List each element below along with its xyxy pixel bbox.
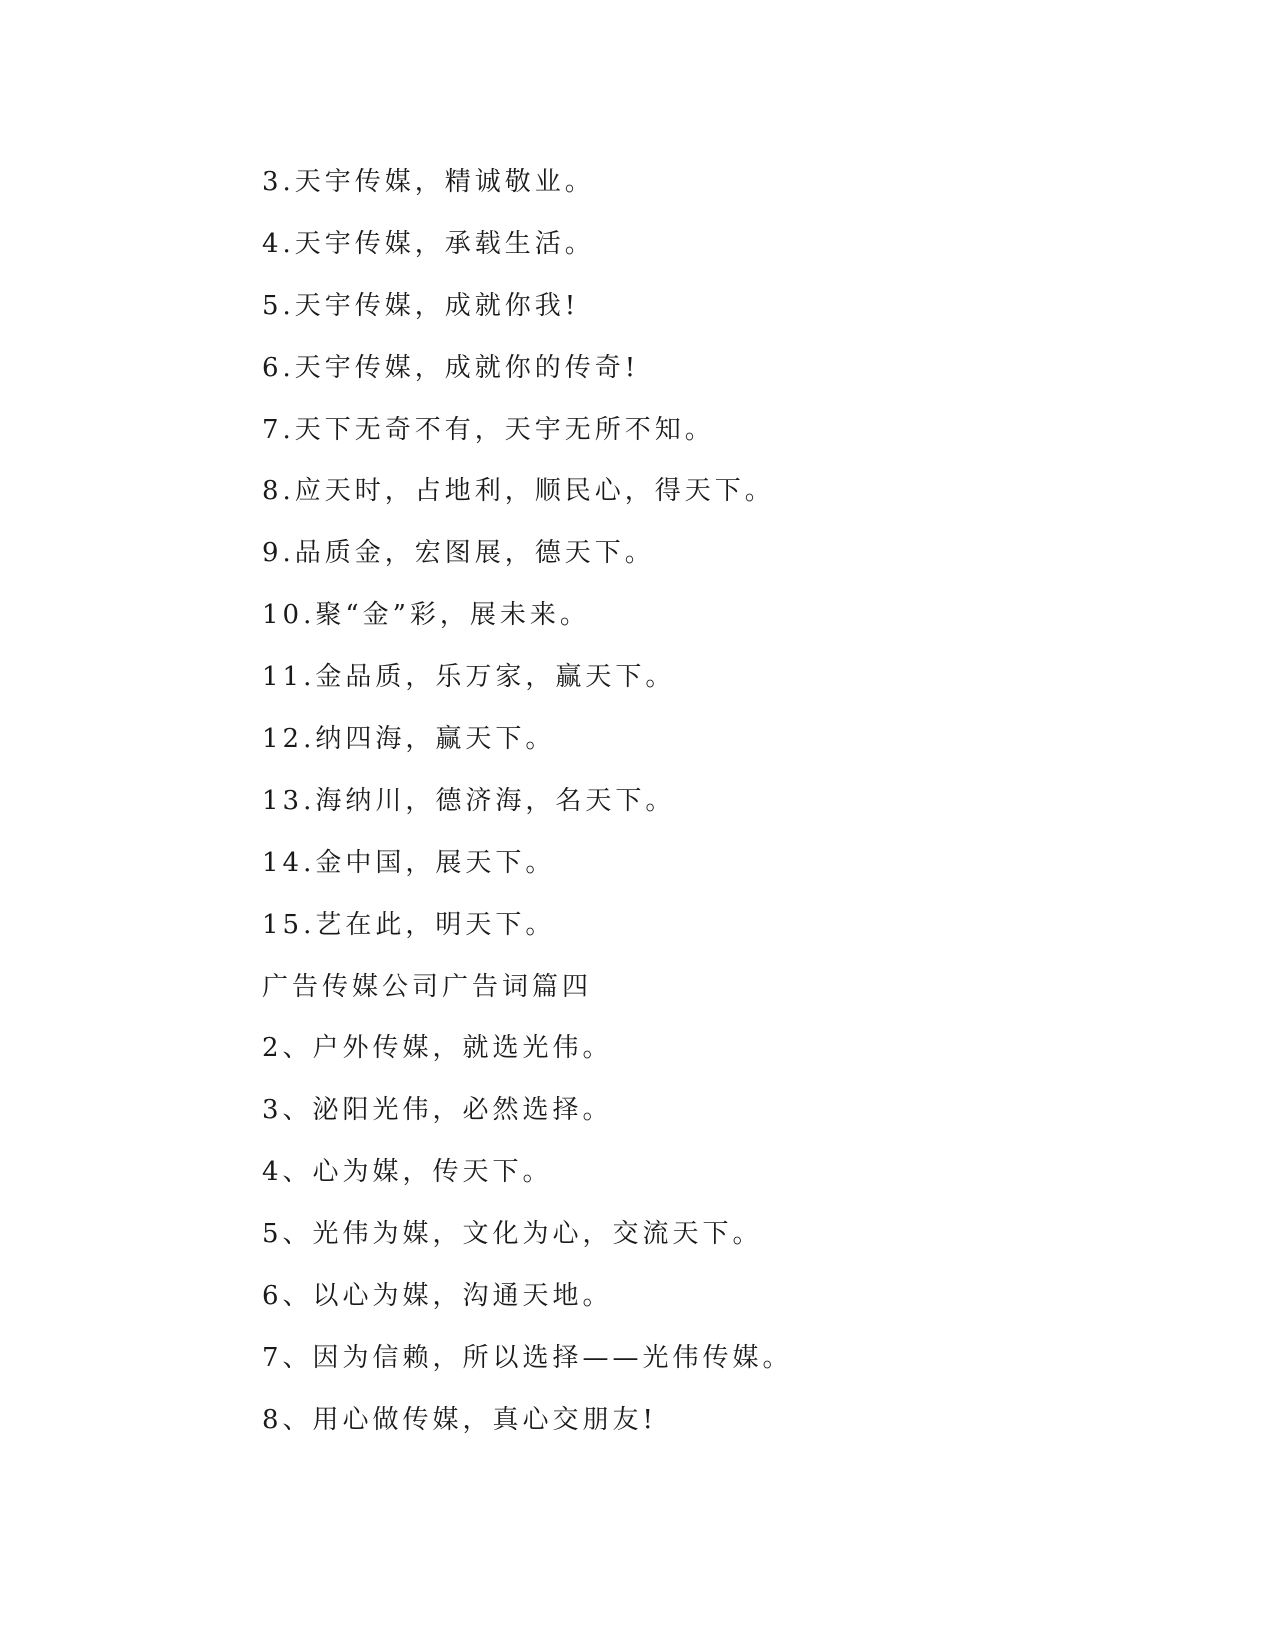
text-line: 15.艺在此，明天下。	[262, 909, 556, 940]
text-line: 3、泌阳光伟，必然选择。	[262, 1095, 613, 1126]
text-line: 8、用心做传媒，真心交朋友!	[262, 1404, 657, 1435]
document-body	[262, 166, 1162, 1466]
text-line: 10.聚“金”彩，展未来。	[262, 600, 590, 631]
text-line: 13.海纳川，德济海，名天下。	[262, 785, 676, 816]
text-line: 4.天宇传媒，承载生活。	[262, 228, 595, 259]
text-line: 9.品质金，宏图展，德天下。	[262, 538, 655, 569]
text-line: 5.天宇传媒，成就你我!	[262, 290, 580, 321]
text-line: 7.天下无奇不有，天宇无所不知。	[262, 414, 715, 445]
text-line: 6.天宇传媒，成就你的传奇!	[262, 352, 640, 383]
section-heading: 广告传媒公司广告词篇四	[262, 971, 593, 1002]
text-line: 12.纳四海，赢天下。	[262, 724, 556, 755]
text-line: 6、以心为媒，沟通天地。	[262, 1281, 613, 1312]
text-line: 8.应天时，占地利，顺民心，得天下。	[262, 476, 775, 507]
text-line: 7、因为信赖，所以选择——光伟传媒。	[262, 1342, 793, 1373]
text-line: 4、心为媒，传天下。	[262, 1157, 553, 1188]
text-line: 14.金中国，展天下。	[262, 847, 556, 878]
text-line: 3.天宇传媒，精诚敬业。	[262, 167, 595, 197]
text-line: 5、光伟为媒，文化为心，交流天下。	[262, 1219, 763, 1250]
text-line: 2、户外传媒，就选光伟。	[262, 1033, 613, 1064]
text-line: 11.金品质，乐万家，赢天下。	[262, 662, 676, 693]
